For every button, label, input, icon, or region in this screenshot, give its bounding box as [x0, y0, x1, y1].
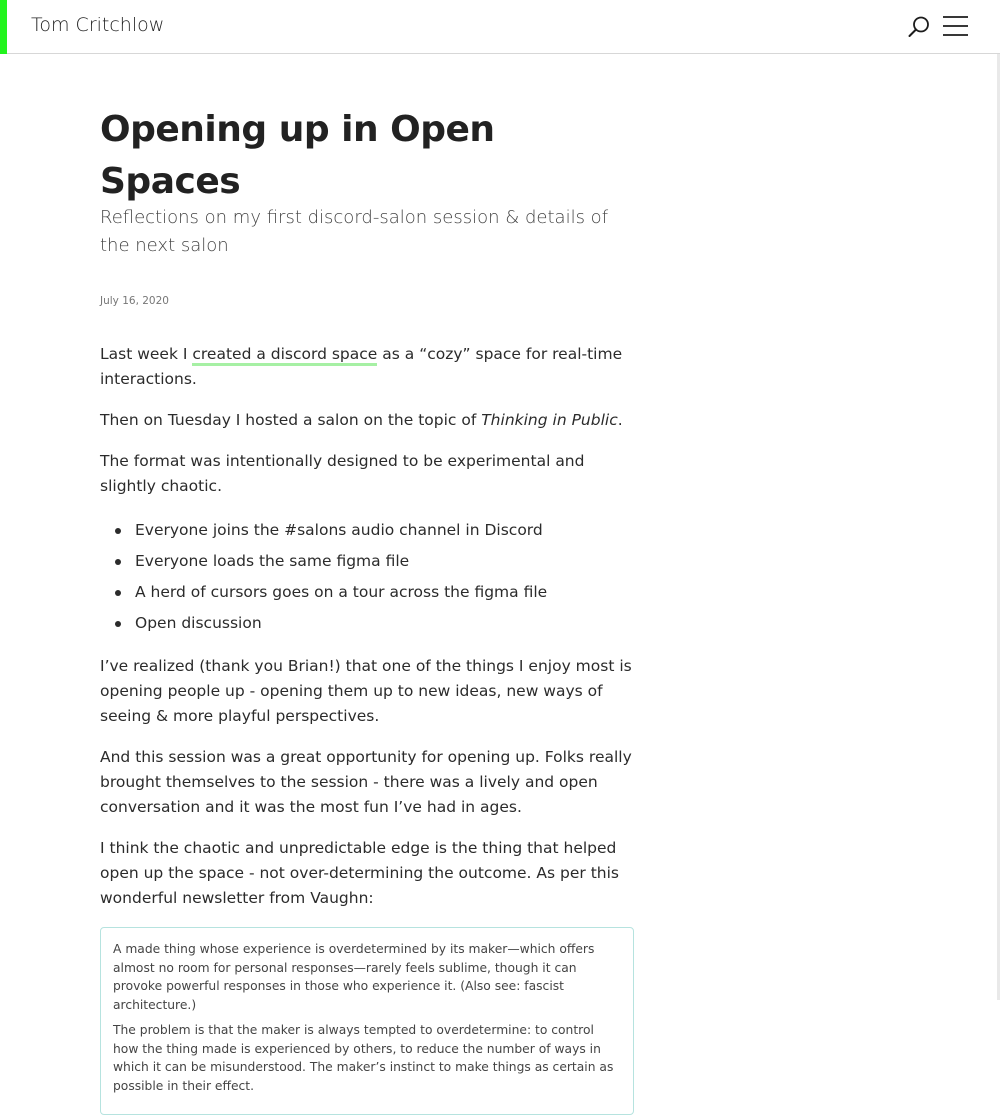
quote-paragraph: A made thing whose experience is overdetermined by its maker—which offers almost no room for personal responses—rarely feels sublime, though it can provoke powerful responses in those who experience it. (Also see: fascist architecture.)	[113, 942, 595, 1013]
article-subtitle: Reflections on my first discord-salon session & details of the next salon	[100, 207, 609, 256]
header-accent-bar	[0, 0, 7, 54]
article-body	[100, 342, 634, 1115]
search-icon[interactable]	[906, 14, 932, 40]
list-item: Everyone joins the #salons audio channel in Discord	[100, 518, 634, 543]
article	[100, 100, 634, 1115]
hamburger-menu-icon[interactable]	[942, 15, 969, 37]
article-title: Opening up in Open Spaces	[100, 109, 495, 202]
paragraph	[100, 408, 634, 433]
emphasis-text: Thinking in Public	[481, 411, 618, 429]
text-segment: Last week I	[100, 345, 193, 363]
format-list	[100, 518, 634, 636]
list-item: A herd of cursors goes on a tour across the figma file	[100, 580, 634, 605]
paragraph: The format was intentionally designed to be experimental and slightly chaotic.	[100, 452, 585, 495]
site-title-link[interactable]: Tom Critchlow	[31, 14, 165, 36]
text-segment: as a “cozy” space for real-time interactions.	[100, 345, 623, 388]
site-header	[0, 0, 1000, 54]
article-date: July 16, 2020	[100, 295, 169, 307]
blockquote	[100, 927, 634, 1115]
text-segment: .	[617, 411, 623, 429]
quote-paragraph: The problem is that the maker is always tempted to overdetermine: to control how the thing made is experienced by others, to reduce the number of ways in which it can be misunderstood. The maker’s instinct to make things as certain as possible in their effect.	[113, 1022, 614, 1093]
discord-space-link[interactable]: created a discord space	[192, 345, 377, 366]
paragraph: And this session was a great opportunity for opening up. Folks really brought themselves to the session - there was a lively and open conversation and it was the most fun I’ve had in ages.	[100, 748, 632, 816]
list-item: Open discussion	[100, 611, 634, 636]
text-segment: Then on Tuesday I hosted a salon on the topic of	[100, 411, 482, 429]
list-item: Everyone loads the same figma file	[100, 549, 634, 574]
paragraph: I’ve realized (thank you Brian!) that one of the things I enjoy most is opening people up - opening them up to new ideas, new ways of seeing & more playful perspectives.	[100, 657, 632, 725]
paragraph	[100, 342, 634, 392]
paragraph: I think the chaotic and unpredictable edge is the thing that helped open up the space - not over-determining the outcome. As per this wonderful newsletter from Vaughn:	[100, 839, 619, 907]
